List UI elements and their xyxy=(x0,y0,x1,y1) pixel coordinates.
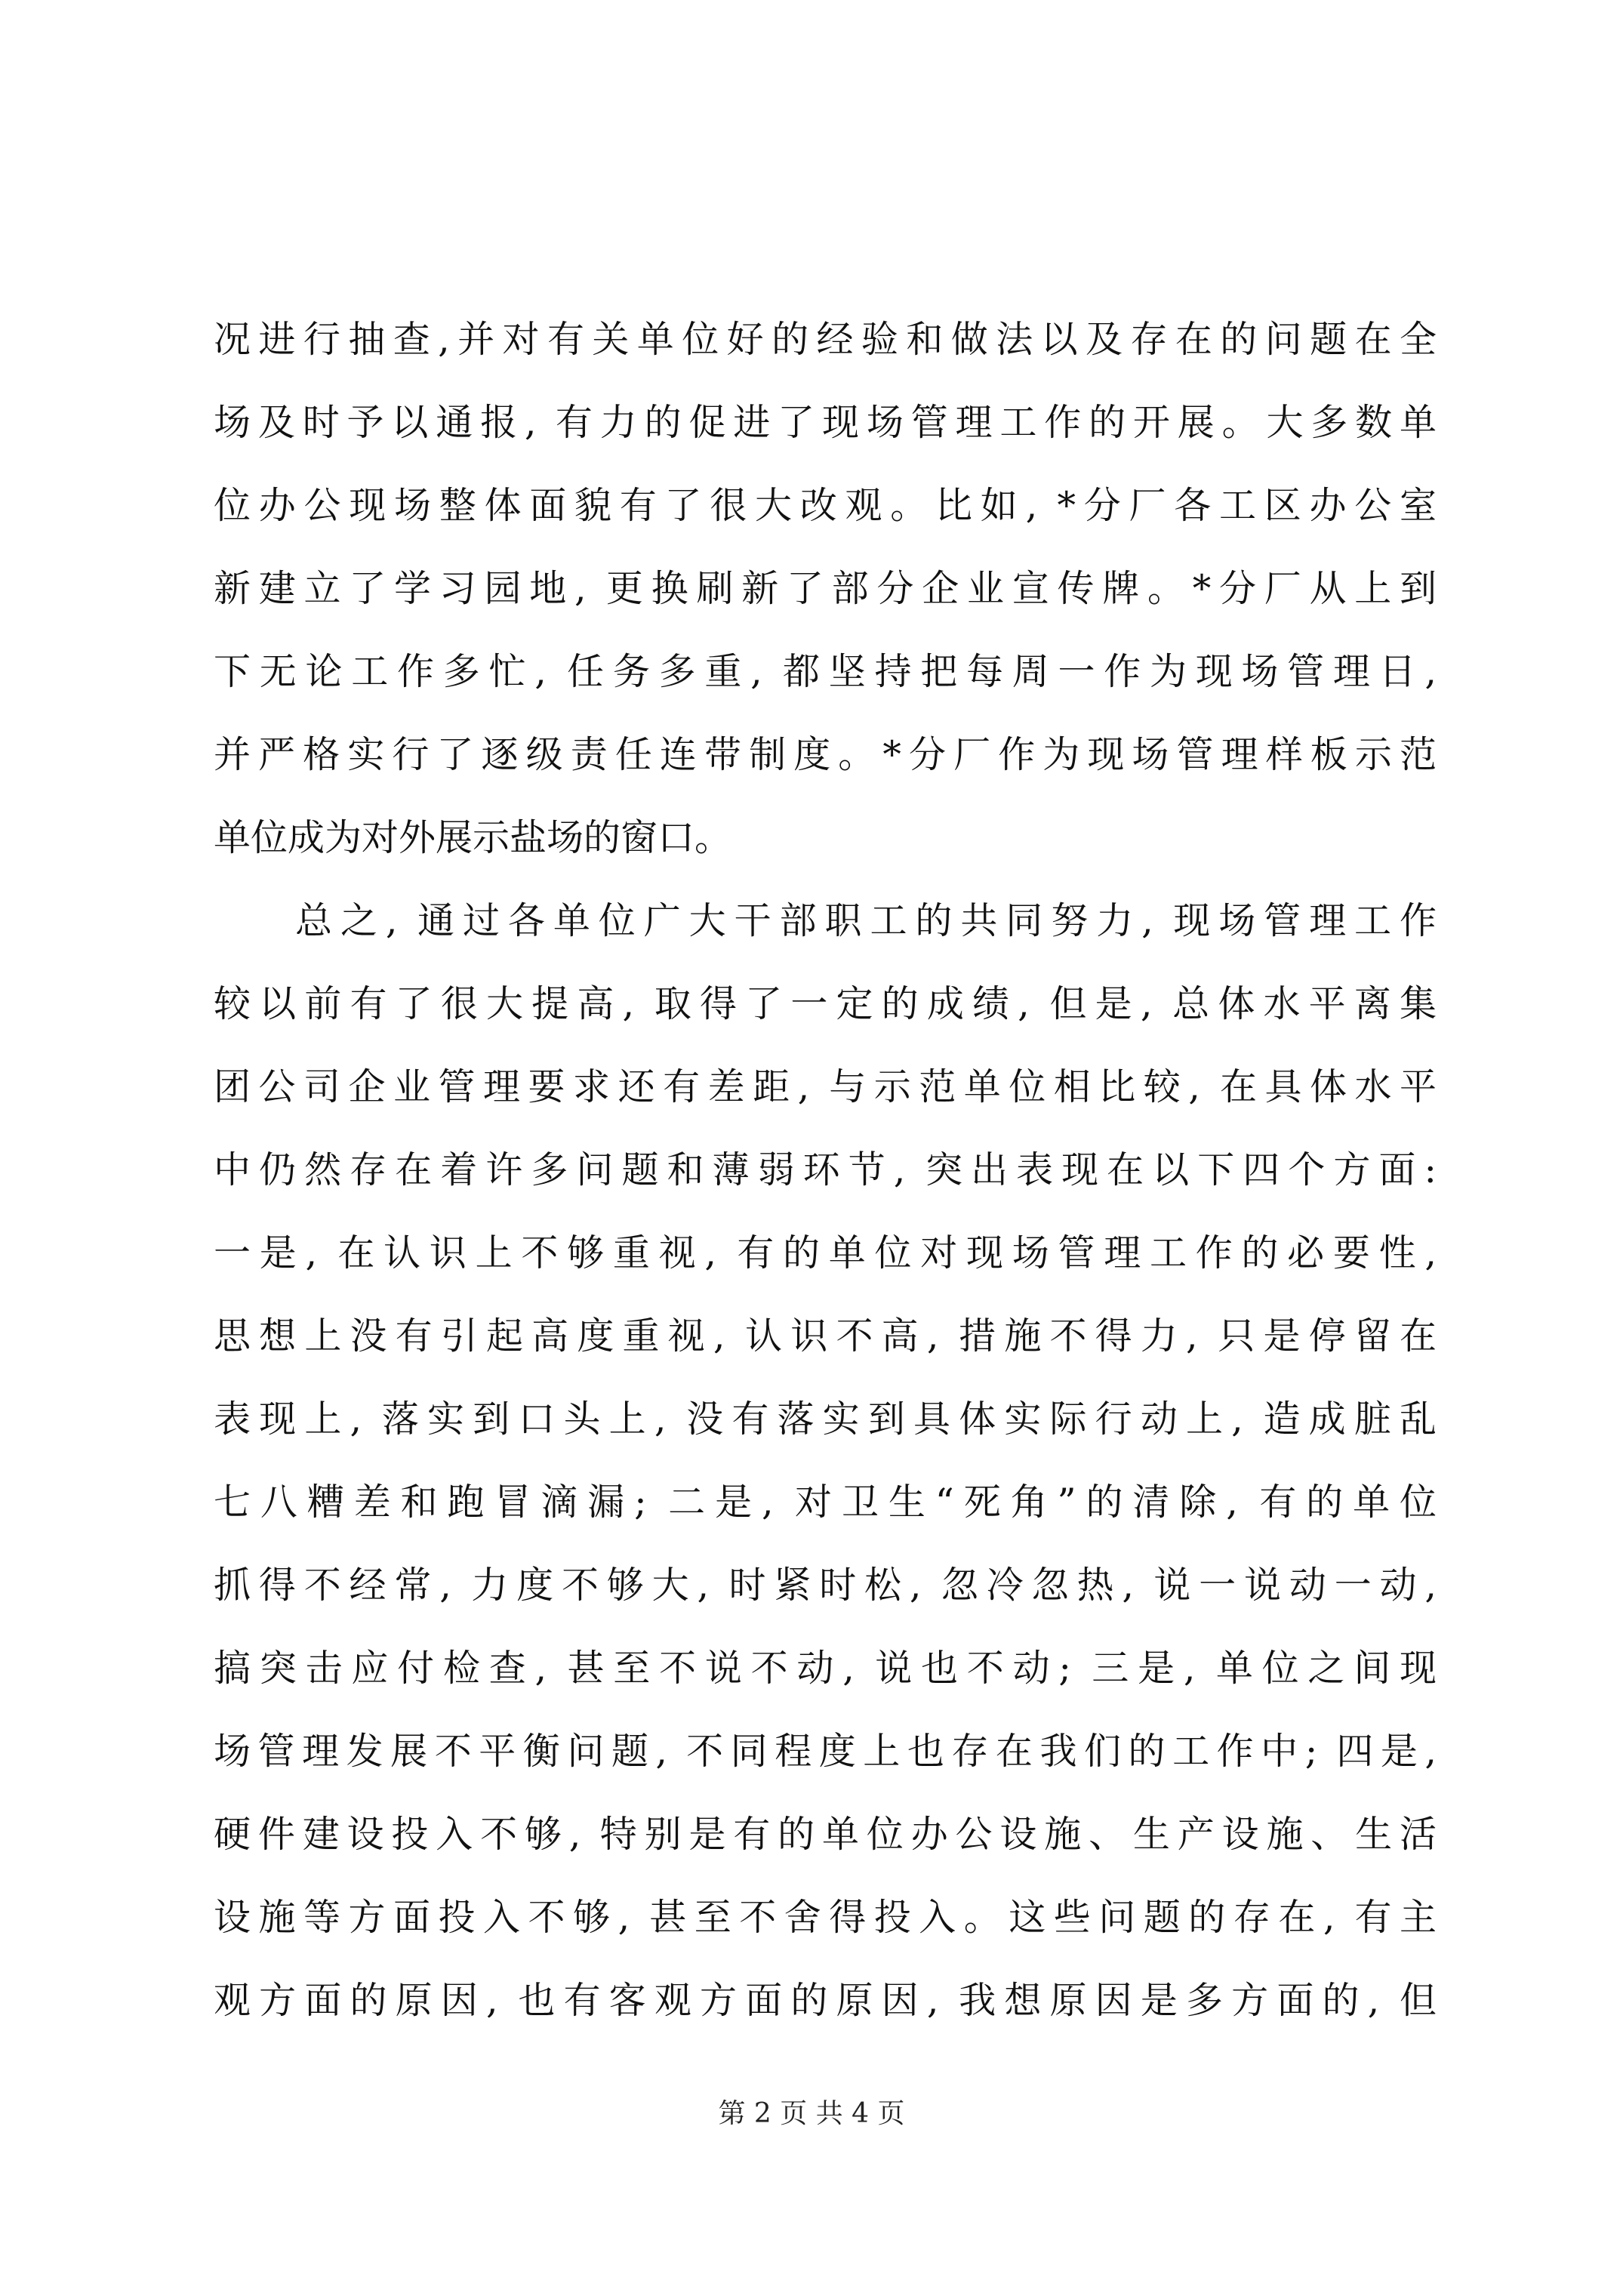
text-line-13: 思想上没有引起高度重视, 认识不高, 措施不得力, 只是停留在 xyxy=(214,1314,1437,1358)
text-line-9: 较以前有了很大提高, 取得了一定的成绩, 但是, 总体水平离集 xyxy=(214,982,1437,1025)
text-line-21: 观方面的原因, 也有客观方面的原因, 我想原因是多方面的, 但 xyxy=(214,1979,1437,2022)
document-body xyxy=(214,298,1437,2042)
text-line-4: 新建立了学习园地, 更换刷新了部分企业宣传牌。*分厂从上到 xyxy=(214,567,1437,610)
text-line-8: 总之, 通过各单位广大干部职工的共同努力, 现场管理工作 xyxy=(295,899,1437,942)
text-line-17: 搞突击应付检查, 甚至不说不动, 说也不动; 三是, 单位之间现 xyxy=(214,1647,1437,1690)
page-number-footer: 第 2 页 共 4 页 xyxy=(718,2098,905,2129)
text-line-7: 单位成为对外展示盐场的窗口。 xyxy=(214,816,732,859)
text-line-14: 表现上, 落实到口头上, 没有落实到具体实际行动上, 造成脏乱 xyxy=(214,1398,1437,1441)
text-line-11: 中仍然存在着许多问题和薄弱环节, 突出表现在以下四个方面: xyxy=(214,1148,1437,1191)
text-line-5: 下无论工作多忙, 任务多重, 都坚持把每周一作为现场管理日, xyxy=(214,650,1437,693)
text-line-2: 场及时予以通报, 有力的促进了现场管理工作的开展。大多数单 xyxy=(214,401,1437,444)
text-line-12: 一是, 在认识上不够重视, 有的单位对现场管理工作的必要性, xyxy=(214,1231,1437,1274)
text-line-20: 设施等方面投入不够, 甚至不舍得投入。这些问题的存在, 有主 xyxy=(214,1896,1437,1939)
text-line-3: 位办公现场整体面貌有了很大改观。比如, *分厂各工区办公室 xyxy=(214,484,1437,527)
text-line-19: 硬件建设投入不够, 特别是有的单位办公设施、生产设施、生活 xyxy=(214,1813,1437,1856)
text-line-15: 七八糟差和跑冒滴漏; 二是, 对卫生“死角”的清除, 有的单位 xyxy=(214,1481,1437,1524)
text-line-10: 团公司企业管理要求还有差距, 与示范单位相比较, 在具体水平 xyxy=(214,1065,1437,1108)
text-line-6: 并严格实行了逐级责任连带制度。*分厂作为现场管理样板示范 xyxy=(214,733,1437,776)
text-line-1: 况进行抽查,并对有关单位好的经验和做法以及存在的问题在全 xyxy=(214,318,1437,361)
text-line-16: 抓得不经常, 力度不够大, 时紧时松, 忽冷忽热, 说一说动一动, xyxy=(214,1564,1437,1607)
text-line-18: 场管理发展不平衡问题, 不同程度上也存在我们的工作中; 四是, xyxy=(214,1730,1437,1773)
